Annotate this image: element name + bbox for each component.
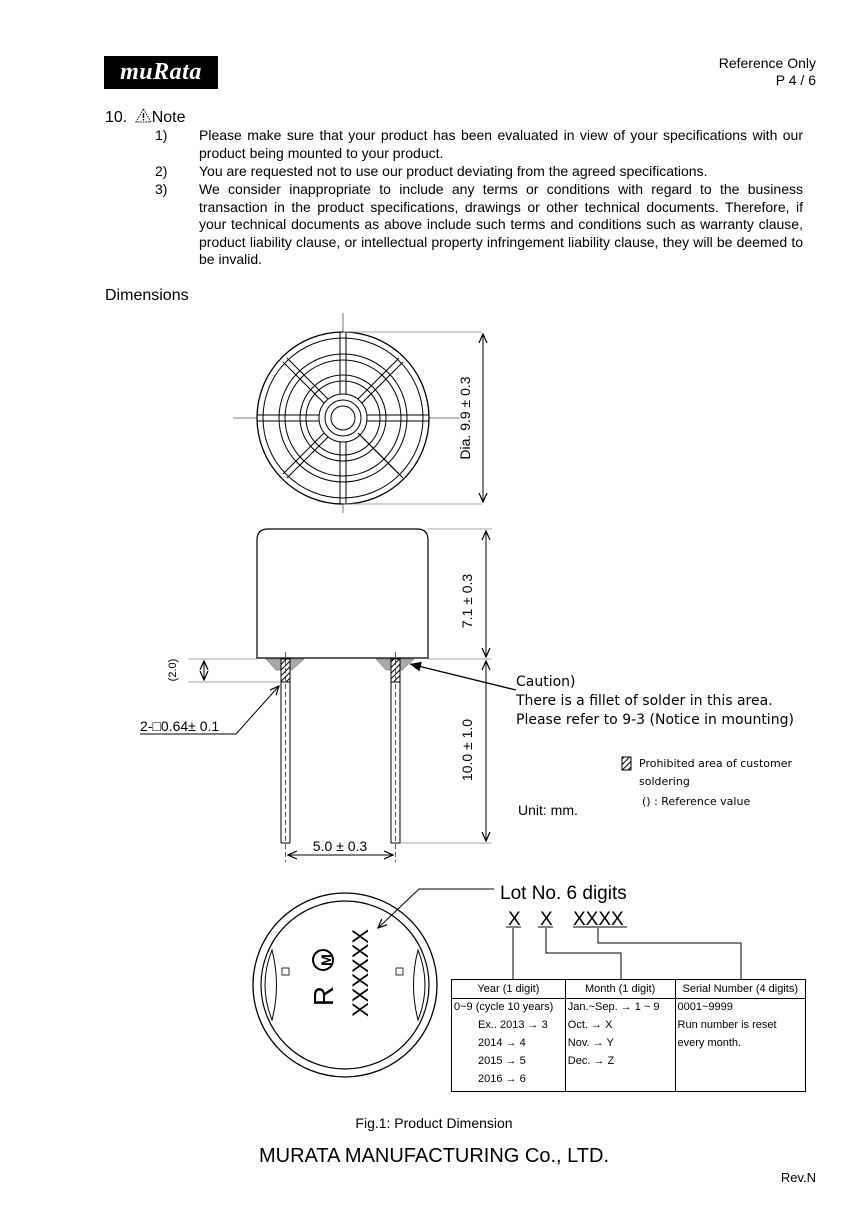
note-item-number: 2) (155, 163, 168, 179)
table-cell: 2014 → 4 (452, 1037, 566, 1055)
page-number: P 4 / 6 (775, 72, 816, 88)
lot-number-label: Lot No. 6 digits (500, 883, 627, 904)
table-row (452, 1037, 806, 1055)
unit-label: Unit: mm. (518, 802, 578, 818)
table-cell (565, 1073, 675, 1092)
note-title: Note (151, 109, 186, 126)
table-row (452, 1055, 806, 1073)
side-view (140, 529, 809, 862)
prohibited-area-legend: Prohibited area of customer soldering (639, 757, 793, 787)
reference-value-legend: () : Reference value (642, 795, 751, 808)
note-item-number: 1) (155, 127, 168, 143)
table-row (452, 999, 806, 1020)
brand-symbol: M (318, 954, 334, 966)
figure-caption: Fig.1: Product Dimension (355, 1115, 513, 1131)
brand-letter: R (308, 985, 339, 1007)
table-cell: Dec. → Z (565, 1055, 675, 1073)
lot-code-marking: XXXXXX (348, 928, 373, 1018)
note-item-text: We consider inappropriate to include any terms or conditions with regard to the business transaction in the product specifications, drawings or other technical documents. Therefore, if your technical documents as above include such terms and conditions such as warranty clause, product liability clause, or intellectual property infringement liability clause, they will be deemed to be invalid. (199, 181, 803, 268)
reference-only-label: Reference Only (718, 55, 816, 71)
table-header: Year (1 digit) (452, 980, 566, 999)
caution-line-1: There is a fillet of solder in this area. (516, 693, 773, 709)
table-cell: 2015 → 5 (452, 1055, 566, 1073)
pin-size-label: 2-□0.64± 0.1 (140, 718, 220, 734)
lot-month-digit: X (540, 909, 553, 930)
table-cell: Nov. → Y (565, 1037, 675, 1055)
section-number: 10. (105, 109, 128, 126)
table-cell: 0001~9999 (675, 999, 805, 1020)
caution-title: Caution) (516, 674, 576, 690)
lot-code-table (451, 979, 806, 1092)
lot-year-digit: X (508, 909, 521, 930)
note-item-text: You are requested not to use our product deviating from the agreed specifications. (199, 163, 708, 179)
company-name: MURATA MANUFACTURING Co., LTD. (258, 1145, 610, 1167)
revision-label: Rev.N (780, 1170, 816, 1185)
table-cell (675, 1055, 805, 1073)
logo-text: muRata (120, 59, 202, 85)
pin-length-label: 10.0 ± 1.0 (459, 718, 475, 782)
lot-serial-digits: XXXX (573, 909, 624, 930)
note-item-text: Please make sure that your product has been evaluated in view of your specifications with our product being mounted to your product. (199, 127, 803, 161)
table-row (452, 1073, 806, 1092)
table-cell (675, 1073, 805, 1092)
pin-pitch-label: 5.0 ± 0.3 (312, 838, 368, 854)
note-item-number: 3) (155, 181, 168, 197)
table-cell: every month. (675, 1037, 805, 1055)
dimensions-heading: Dimensions (105, 287, 189, 304)
top-view (233, 313, 483, 513)
table-header: Month (1 digit) (565, 980, 675, 999)
pin-offset-label: (2.0) (167, 658, 179, 682)
table-cell: Run number is reset (675, 1019, 805, 1037)
table-cell: 2016 → 6 (452, 1073, 566, 1092)
table-row (452, 1019, 806, 1037)
diameter-label: Dia. 9.9 ± 0.3 (457, 376, 473, 460)
table-cell: Oct. → X (565, 1019, 675, 1037)
table-cell: Ex.. 2013 → 3 (452, 1019, 566, 1037)
table-cell: 0~9 (cycle 10 years) (452, 999, 566, 1020)
height-label: 7.1 ± 0.3 (459, 573, 475, 629)
table-header-row (452, 980, 806, 999)
table-header: Serial Number (4 digits) (675, 980, 805, 999)
hatch-legend-swatch (622, 757, 631, 770)
table-cell: Jan.~Sep. → 1 ~ 9 (565, 999, 675, 1020)
caution-line-2: Please refer to 9-3 (Notice in mounting) (516, 712, 794, 728)
